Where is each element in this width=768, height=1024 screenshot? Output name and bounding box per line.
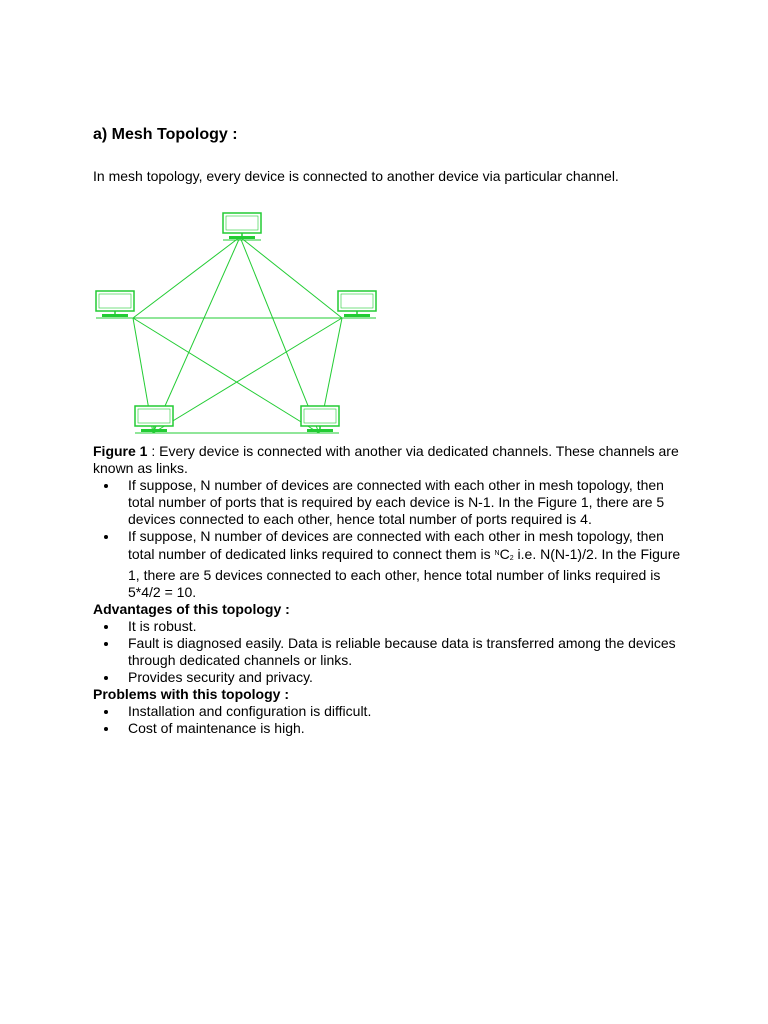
- list-item: It is robust.: [93, 618, 693, 635]
- figure-caption: [93, 443, 693, 477]
- problems-title: Problems with this topology :: [93, 686, 289, 702]
- mesh-link: [240, 237, 342, 318]
- bullet-icon: [104, 727, 108, 731]
- list-item: Cost of maintenance is high.: [93, 720, 693, 737]
- section-heading: a) Mesh Topology :: [93, 126, 238, 143]
- list-item: Fault is diagnosed easily. Data is reliable because data is transferred among the devices through dedicated channels or links.: [93, 635, 693, 669]
- list-item: Provides security and privacy.: [93, 669, 693, 686]
- bullet-icon: [104, 642, 108, 646]
- advantages-title: Advantages of this topology :: [93, 601, 290, 617]
- list-item: Installation and configuration is difficult.: [93, 703, 693, 720]
- list-item: If suppose, N number of devices are connected with each other in mesh topology, then total number of ports that is required by each device is N-1. In the Figure 1, there are 5 devices connected to each other, hence total number of ports required is 4.: [93, 477, 693, 528]
- problems-list: [93, 703, 693, 737]
- bullet-icon: [104, 676, 108, 680]
- bullet-icon: [104, 535, 108, 539]
- mesh-link: [153, 237, 240, 433]
- document-body: [93, 443, 693, 737]
- intro-paragraph: In mesh topology, every device is connected to another device via particular channel.: [93, 168, 619, 184]
- computer-icon: [96, 291, 134, 318]
- mesh-link: [240, 237, 319, 433]
- topology-facts-list: [93, 477, 693, 601]
- figure-label: Figure 1: [93, 443, 148, 459]
- mesh-link: [133, 237, 240, 318]
- combination-subscript: 2: [509, 555, 514, 562]
- list-item: If suppose, N number of devices are connected with each other in mesh topology, then total number of dedicated links required to connect them is $^NC_2$ i.e. N(N-1)/2. In the Figure 1, there are 5 devices connected to each other, hence total number of links required is 5*4/2 = 10.: [93, 528, 693, 601]
- bullet-icon: [104, 710, 108, 714]
- computer-icon: [301, 406, 339, 433]
- mesh-topology-diagram: [88, 205, 388, 437]
- mesh-links: [133, 237, 342, 433]
- computer-icon: [135, 406, 173, 433]
- bullet-icon: [104, 625, 108, 629]
- bullet-icon: [104, 484, 108, 488]
- computer-icon: [223, 213, 261, 240]
- computer-icon: [338, 291, 376, 318]
- advantages-list: [93, 618, 693, 686]
- combination-superscript: N: [494, 550, 500, 557]
- figure-caption-text: : Every device is connected with another via dedicated channels. These channels are known as links.: [93, 443, 679, 476]
